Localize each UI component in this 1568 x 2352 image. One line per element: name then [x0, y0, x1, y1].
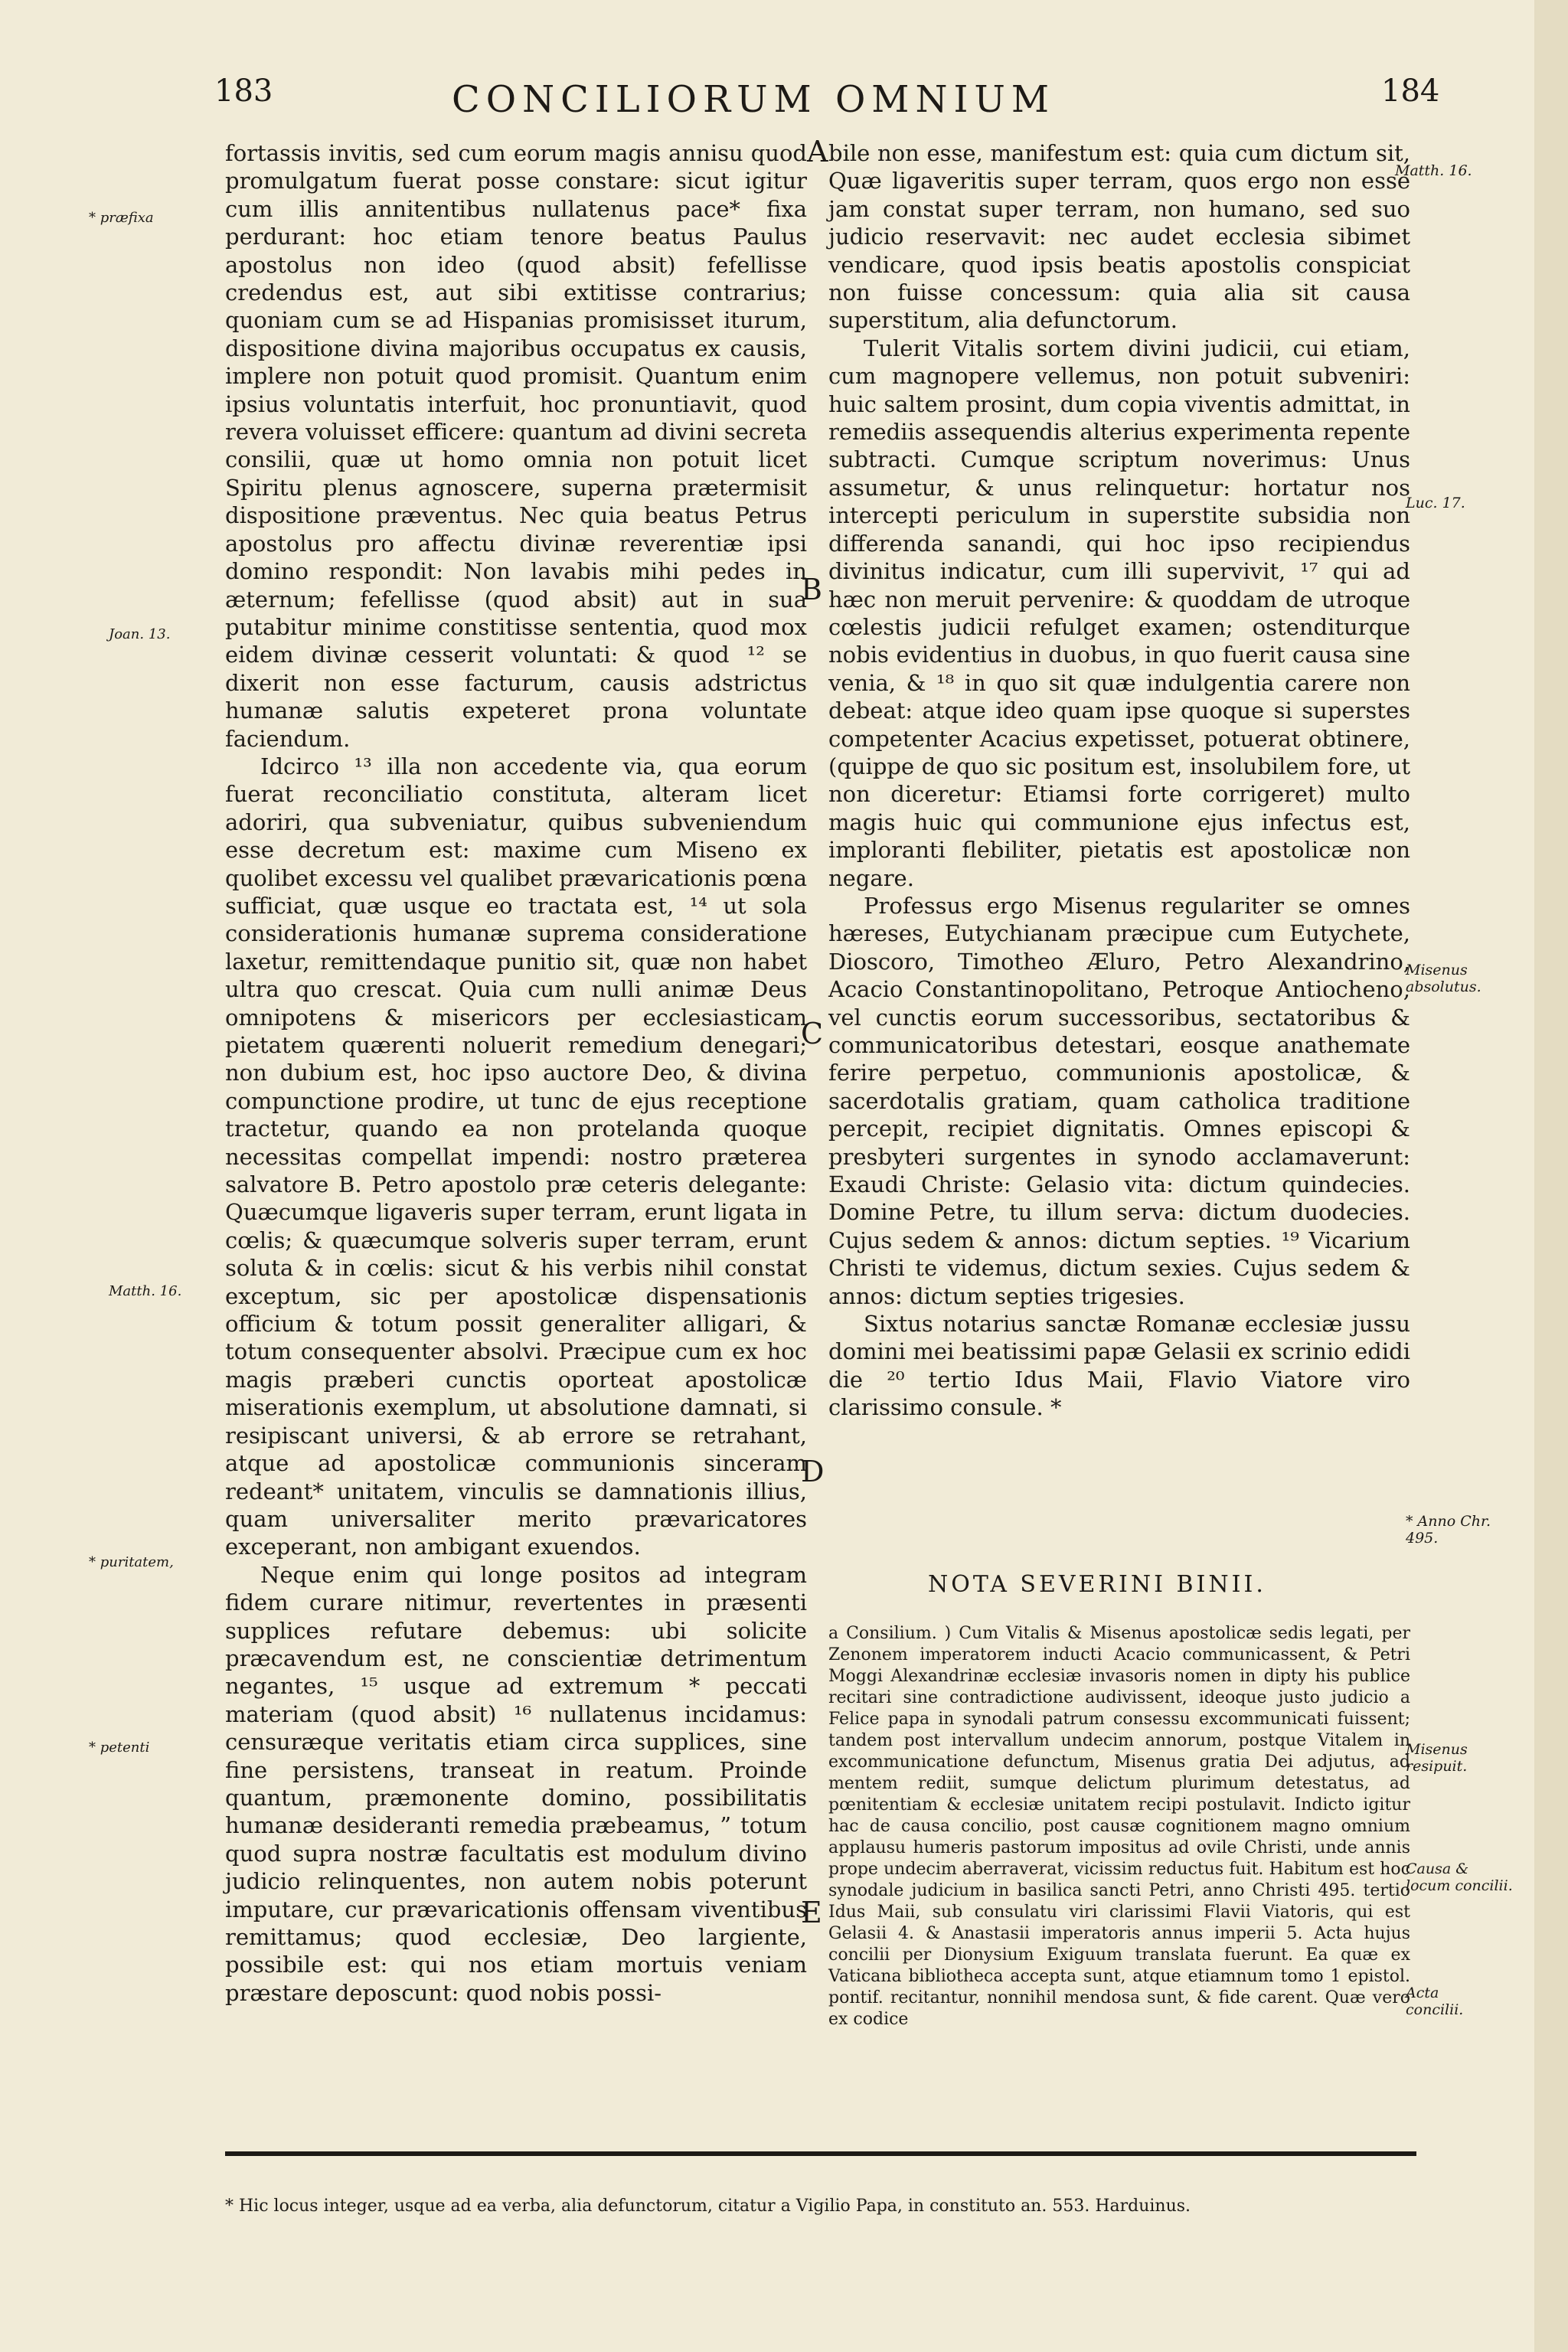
footnote-rule	[225, 2151, 1416, 2156]
margin-note-puritatem: * puritatem,	[89, 1554, 174, 1570]
page-header	[0, 74, 1485, 135]
margin-note-misenus-absolutus: Misenus absolutus.	[1406, 962, 1481, 995]
margin-note-matth: Matth. 16.	[109, 1283, 182, 1299]
right-paragraph-2: Tulerit Vitalis sortem divini judicii, cui etiam, cum magnopere vellemus, non potuit subveniri: huic saltem prosint, dum copia viventis admittat, in remediis assequendis alterius experimenta repente subtracti. Cumque scriptum noverimus: Unus assumetur, & unus relinquetur: hortatur nos intercepti periculum in superstite subsidia non differenda sanandi, qui hoc ipso recipiendus divinitus indicatur, cum illi supervivit, ¹⁷ qui ad hæc non meruit pervenire: & quoddam de utroque cœlestis judicii refulget examen; ostenditurque nobis evidentius in duobus, in quo fuerit causa sine venia, & ¹⁸ in quo sit quæ indulgentia carere non debeat: atque ideo quam ipse quoque si superstes competenter Acacius expetisset, potuerat obtinere, (quippe de quo sic positum est, insolubilem fore, ut non diceretur: Etiamsi forte corrigeret) multo magis huic qui communione ejus infectus est, imploranti flebiliter, pietatis est apostolicæ non negare.	[828, 335, 1410, 891]
margin-note-causa: Causa & locum concilii.	[1406, 1860, 1513, 1894]
margin-note-matth-right: Matth. 16.	[1395, 162, 1472, 179]
section-letter-c: C	[801, 1017, 824, 1050]
page-title: CONCILIORUM OMNIUM	[452, 78, 1056, 121]
notes-title: NOTA SEVERINI BINII.	[928, 1571, 1266, 1598]
margin-note-anno: * Anno Chr. 495.	[1406, 1513, 1491, 1547]
right-paragraph-4: Sixtus notarius sanctæ Romanæ ecclesiæ jussu domini mei beatissimi papæ Gelasii ex scrinio edidi die ²⁰ tertio Idus Maii, Flavio Viatore viro clarissimo consule. *	[828, 1311, 1410, 1421]
margin-note-luc: Luc. 17.	[1406, 495, 1465, 511]
next-page-edge	[1534, 0, 1568, 2352]
left-paragraph-2: Idcirco ¹³ illa non accedente via, qua eorum fuerat reconciliatio constituta, alteram licet adoriri, qua subveniatur, quibus subveniendum esse decretum est: maxime cum Miseno ex quolibet excessu vel qualibet prævaricationis pœna sufficiat, quæ usque eo tractata est, ¹⁴ ut sola considerationis humanæ suprema consideratione laxetur, remittendaque punitio sit, quæ non habet ultra quo crescat. Quia cum nulli animæ Deus omnipotens & misericors per ecclesiasticam pietatem quærenti noluerit remedium denegari; non dubium est, hoc ipso auctore Deo, & divina compunctione prodire, ut tunc de ejus receptione tractetur, quando ea non protelanda quoque necessitas compellat impendi: nostro præterea salvatore B. Petro apostolo præ ceteris delegante: Quæcumque ligaveris super terram, erunt ligata in cœlis; & quæcumque solveris super terram, erunt soluta & in cœlis: sicut & his verbis nihil constat exceptum, sic per apostolicæ dispensationis officium & totum possit generaliter alligari, & totum consequenter absolvi. Præcipue cum ex hoc magis præberi cunctis oporteat apostolicæ miserationis exemplum, ut absolutione damnati, si resipiscant universi, & ab errore se retrahant, atque ad apostolicæ communionis sinceram redeant* unitatem, vinculis se damnationis illius, quam universaliter merito prævaricatores exceperant, non ambigant exuendos.	[225, 753, 807, 1560]
footnote: * Hic locus integer, usque ad ea verba, alia defunctorum, citatur a Vigilio Papa, in constituto an. 553. Harduinus.	[225, 2197, 1191, 2216]
right-paragraph-1: bile non esse, manifestum est: quia cum dictum sit, Quæ ligaveritis super terram, quos ergo non esse jam constat super terram, non humano, sed suo judicio reservavit: nec audet ecclesia sibimet vendicare, quod ipsis beatis apostolis conspiciat non fuisse concessum: quia alia sit causa superstitum, alia defunctorum.	[828, 140, 1410, 334]
left-paragraph-1: fortassis invitis, sed cum eorum magis annisu quod promulgatum fuerat posse constare: sicut igitur cum illis annitentibus nullatenus pace* fixa perdurant: hoc etiam tenore beatus Paulus apostolus non ideo (quod absit) fefellisse credendus est, aut sibi extitisse contrarius; quoniam cum se ad Hispanias promisisset iturum, dispositione divina majoribus occupatus ex causis, implere non potuit quod promisit. Quantum enim ipsius voluntatis interfuit, hoc pronuntiavit, quod revera voluisset efficere: quantum ad divini secreta consilii, quæ ut homo omnia non potuit licet Spiritu plenus agnoscere, superna prætermisit dispositione præventus. Nec quia beatus Petrus apostolus pro affectu divinæ reverentiæ ipsi domino respondit: Non lavabis mihi pedes in æternum; fefellisse (quod absit) aut in sua putabitur minime constitisse sententia, quod mox eidem divinæ cesserit voluntati: & quod ¹² se dixerit non esse facturum, causis adstrictus humanæ salutis expeteret prona voluntate faciendum.	[225, 140, 807, 752]
margin-note-prefixa: * præfixa	[89, 210, 154, 226]
page-number-right: 184	[1381, 74, 1440, 109]
section-letter-d: D	[801, 1455, 825, 1488]
section-letter-a: A	[807, 135, 828, 168]
margin-note-acta: Acta concilii.	[1406, 1984, 1464, 2018]
margin-note-joan: Joan. 13.	[109, 626, 171, 642]
page-number-left: 183	[214, 74, 273, 109]
left-column	[225, 139, 807, 2007]
section-letter-b: B	[801, 573, 822, 606]
notes-text: a Consilium. ) Cum Vitalis & Misenus apostolicæ sedis legati, per Zenonem imperatorem inducti Acacio communicassent, & Petri Moggi Alexandrinæ ecclesiæ invasoris nomen in dipty his publice recitari sine contradictione audivissent, ideoque justo judicio a Felice papa in synodali patrum consessu excommunicati fuissent; tandem post intervallum undecim annorum, postque Vitalem in excommunicatione defunctum, Misenus gratia Dei adjutus, ad mentem rediit, sumque delictum plurimum detestatus, ad pœnitentiam & ecclesiæ unitatem recipi postulavit. Indicto igitur hac de causa concilio, post causæ cognitionem magno omnium applausu humeris pastorum impositus ad ovile Christi, unde annis prope undecim aberraverat, vicissim reductus fuit. Habitum est hoc synodale judicium in basilica sancti Petri, anno Christi 495. tertio Idus Maii, sub consulatu viri clarissimi Flavii Viatoris, qui est Gelasii 4. & Anastasii imperatoris annus imperii 5. Acta hujus concilii per Dionysium Exiguum translata fuerunt. Ea quæ ex Vaticana bibliotheca accepta sunt, atque etiamnum tomo 1 epistol. pontif. recitantur, nonnihil mendosa sunt, & fide carent. Quæ vero ex codice	[828, 1624, 1410, 2029]
right-paragraph-3: Professus ergo Misenus regulariter se omnes hæreses, Eutychianam præcipue cum Eutychete, Dioscoro, Timotheo Æluro, Petro Alexandrino, Acacio Constantinopolitano, Petroque Antiocheno, vel cunctis eorum successoribus, sectatoribus & communicatoribus detestari, eosque anathemate ferire perpetuo, communionis apostolicæ, & sacerdotalis gratiam, quam catholica traditione percepit, recipiet dignitatis. Omnes episcopi & presbyteri surgentes in synodo acclamaverunt: Exaudi Christe: Gelasio vita: dictum quindecies. Domine Petre, tu illum serva: dictum duodecies. Cujus sedem & annos: dictum septies. ¹⁹ Vicarium Christi te videmus, dictum sexies. Cujus sedem & annos: dictum septies trigesies.	[828, 892, 1410, 1309]
section-letter-e: E	[801, 1896, 822, 1929]
margin-note-petenti: * petenti	[89, 1740, 150, 1756]
margin-note-misenus-resipuit: Misenus resipuit.	[1406, 1741, 1468, 1775]
right-column	[828, 139, 1410, 1422]
left-paragraph-3: Neque enim qui longe positos ad integram fidem curare nitimur, revertentes in præsenti supplices refutare debemus: ubi solicite præcavendum est, ne conscientiæ detrimentum negantes, ¹⁵ usque ad extremum * peccati materiam (quod absit) ¹⁶ nullatenus incidamus: censuræque veritatis etiam circa supplices, sine fine persistens, transeat in reatum. Proinde quantum, præmonente domino, possibilitatis humanæ desideranti remedia præbeamus, ” totum quod supra nostræ facultatis est modulum divino judicio relinquentes, non autem nobis poterunt imputare, cur prævaricationis offensam viventibus remittamus; quod ecclesiæ, Deo largiente, possibile est: qui nos etiam mortuis veniam præstare deposcunt: quod nobis possi-	[225, 1561, 807, 2006]
